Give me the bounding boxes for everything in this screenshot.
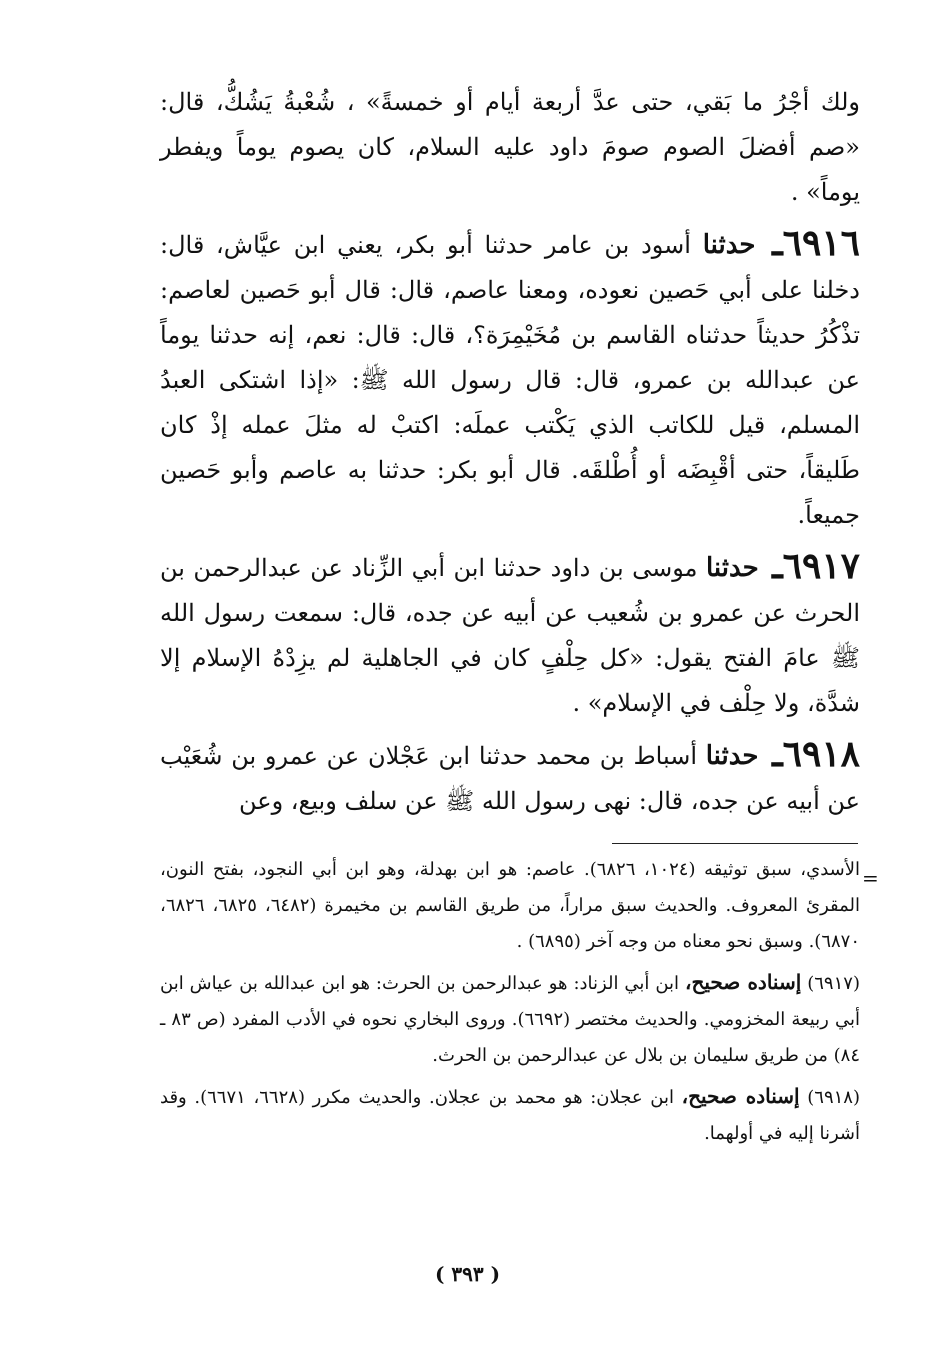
hadith-lead-word: حدثنا (706, 553, 759, 583)
footnote-divider (612, 843, 858, 844)
footnote-lead: إسناده صحيح، (684, 970, 802, 994)
footnote-6918 (160, 1078, 860, 1152)
footnote-ref: (٦٩١٧) (807, 973, 860, 994)
continued-paragraph: ولك أجْرُ ما بَقي، حتى عدَّ أربعة أيام أو خمسةً» ، شُعْبةُ يَشُكُّ، قال: «صم أفضلَ الصوم صومَ داود عليه السلام، كان يصوم يوماً ويفطر يوماً» . (160, 88, 860, 206)
footnote-6917 (160, 964, 860, 1074)
hadith-number: ٦٩١٨ (782, 733, 860, 775)
footnotes (160, 852, 860, 1156)
page-number: ( ٣٩٣ ) (434, 1262, 501, 1286)
hadith-number: ٦٩١٧ (782, 545, 860, 587)
footnote-text: ابن أبي الزناد: هو عبدالرحمن بن الحرث: هو ابن عبدالله بن عياش ابن أبي ربيعة المخزومي. والحديث مختصر (٦٦٩٢). وروى البخاري نحوه في الأدب المفرد (ص ٨٣ ـ ٨٤) من طريق سليمان بن بلال عن عبدالرحمن بن الحرث. (160, 973, 860, 1066)
hadith-lead-word: حدثنا (705, 741, 759, 771)
footnote-ref: (٦٩١٨) (807, 1087, 860, 1108)
footnote-continued: الأسدي، سبق توثيقه (١٠٢٤، ٦٨٢٦). عاصم: هو ابن بهدلة، وهو ابن أبي النجود، بفتح النون، المقرئ المعروف. والحديث سبق مراراً، من طريق القاسم بن مخيمرة (٦٤٨٢، ٦٨٢٥، ٦٨٢٦، ٦٨٧٠). وسبق نحو معناه من وجه آخر (٦٨٩٥) . (160, 859, 860, 952)
main-text (160, 80, 860, 830)
hadith-lead-word: حدثنا (702, 230, 756, 260)
hadith-number: ٦٩١٦ (782, 222, 860, 264)
hadith-text: موسى بن داود حدثنا ابن أبي الزِّناد عن عبدالرحمن بن الحرث عن عمرو بن شُعيب عن أبيه عن جده، قال: سمعت رسول الله ﷺ عامَ الفتح يقول: «كل حِلْفٍ كان في الجاهلية لم يزِدْهُ الإسلام إلا شدَّة، ولا حِلْف في الإسلام» . (160, 554, 860, 717)
footnote-text: ابن عجلان: هو محمد بن عجلان. والحديث مكرر (٦٦٢٨، ٦٦٧١). وقد أشرنا إليه في أولهما. (160, 1087, 860, 1144)
footnote-lead: إسناده صحيح، (681, 1084, 800, 1108)
hadith-6918: ٦٩١٨ـ حدثنا أسباط بن محمد حدثنا ابن عَجْلان عن عمرو بن شُعَيْب عن أبيه عن جده، قال: نهى رسول الله ﷺ عن سلف وبيع، وعن (160, 733, 860, 815)
continuation-mark: = (862, 866, 879, 890)
hadith-text: أسباط بن محمد حدثنا ابن عَجْلان عن عمرو بن شُعَيْب عن أبيه عن جده، قال: نهى رسول الله ﷺ عن سلف وبيع، وعن (160, 742, 860, 815)
hadith-text: أسود بن عامر حدثنا أبو بكر، يعني ابن عيَّاش، قال: دخلنا على أبي حَصين نعوده، ومعنا عاصم، قال: قال أبو حَصين لعاصم: تذْكُرُ حديثاً حدثناه القاسم بن مُخَيْمِرَة؟، قال: قال: نعم، إنه حدثنا يوماً عن عبدالله بن عمرو، قال: قال رسول الله ﷺ: «إذا اشتكى العبدُ المسلم، قيل للكاتب الذي يَكْتب عملَه: اكتبْ له مثلَ عمله إذْ كان طَليقاً، حتى أقْبِضَه أو أُطْلقَه. قال أبو بكر: حدثنا به عاصم وأبو حَصين جميعاً. (160, 231, 860, 529)
hadith-6917: ٦٩١٧ـ حدثنا موسى بن داود حدثنا ابن أبي الزِّناد عن عبدالرحمن بن الحرث عن عمرو بن شُعيب عن أبيه عن جده، قال: سمعت رسول الله ﷺ عامَ الفتح يقول: «كل حِلْفٍ كان في الجاهلية لم يزِدْهُ الإسلام إلا شدَّة، ولا حِلْف في الإسلام» . (160, 545, 860, 717)
hadith-6916: ٦٩١٦ـ حدثنا أسود بن عامر حدثنا أبو بكر، يعني ابن عيَّاش، قال: دخلنا على أبي حَصين نعوده، ومعنا عاصم، قال: قال أبو حَصين لعاصم: تذْكُرُ حديثاً حدثناه القاسم بن مُخَيْمِرَة؟، قال: قال: نعم، إنه حدثنا يوماً عن عبدالله بن عمرو، قال: قال رسول الله ﷺ: «إذا اشتكى العبدُ المسلم، قيل للكاتب الذي يَكْتب عملَه: اكتبْ له مثلَ عمله إذْ كان طَليقاً، حتى أقْبِضَه أو أُطْلقَه. قال أبو بكر: حدثنا به عاصم وأبو حَصين جميعاً. (160, 222, 860, 529)
